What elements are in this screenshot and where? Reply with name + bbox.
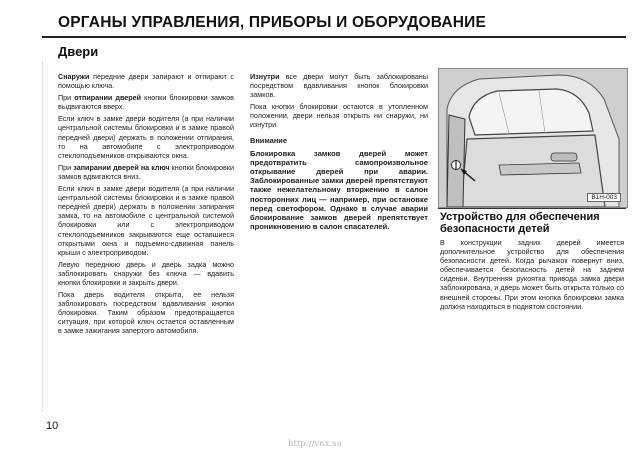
text-column-1 [58,72,234,339]
text-column-3 [440,238,624,314]
watermark: http://vnx.su [288,439,342,449]
text-column-2 [250,72,428,234]
bold-term: отпирании дверей [74,93,142,103]
paragraph-text: кнопки блокировки замков вдвигаются вниз. [58,162,234,181]
warning-text: Блокировка замков дверей может предотвратить самопроизвольное открывание дверей при аварии. Заблокированные замки дверей препятствуют также нежелательному вторжению в салон посторонних лиц — например, при остановке перед светофором. Однако в случае аварии блокирование замков дверей препятствует проникновению в салон спасателей. [250,148,428,232]
paragraph [58,163,234,181]
subsection-rule [438,208,626,209]
warning-heading: Внимание [250,135,287,145]
paragraph: Пока дверь водителя открыта, ее нельзя заблокировать посредством вдавливания кнопки блокировки. Таким образом предотвращается ситуация, при которой ключ остается оставленным в замке зажигания запертого автомобиля. [58,290,234,336]
paragraph [250,72,428,99]
paragraph [58,72,234,90]
paragraph-text: При [58,162,74,172]
paragraph [58,93,234,111]
paragraph: Левую переднюю дверь и дверь задка можно заблокировать снаружи без ключа — вдавить кнопки блокировки и закрыть двери. [58,259,234,287]
paragraph: В конструкции задних дверей имеется дополнительное устройство для обеспечения безопасности детей. Когда рычажок повернут вниз, обеспечивается безопасность детей на заднем сиденьи. Внутренняя рукоятка привода замка двери заблокирована, и дверь может быть открыта только со внешней стороны. При этом кнопка блокировки замка должна находиться в поднятом состоянии. [440,238,624,311]
bold-term: Снаружи [58,72,90,81]
paragraph: Если ключ в замке двери водителя (а при наличии центральной системы блокировки и в замке правой передней двери) держать в положении отпирания, то на автомобиле с электроприводом стеклоподъемников открываются окна. [58,114,234,160]
subsection-title: Устройство для обеспечения безопасности детей [440,211,600,235]
bold-term: Изнутри [250,72,280,81]
paragraph-text: все двери могут быть заблокированы посредством вдавливания кнопок блокировки замков. [250,72,428,100]
figure-label: B1H-003 [587,193,621,202]
rear-door-drawing [439,69,627,207]
chapter-header: ОРГАНЫ УПРАВЛЕНИЯ, ПРИБОРЫ И ОБОРУДОВАНИЕ [58,14,487,31]
bold-term: запирании дверей на ключ [73,162,170,172]
door-illustration [438,68,628,208]
paragraph: Если ключ в замке двери водителя (а при наличии центральной системы блокировки и в замке правой передней двери) держать в положении запирания замка, то на автомобиле с центральной системой блокировки или с электроприводом стеклоподъемников закрываются еще оставшиеся открытыми окна и подъемно-сдвижная панель крыши с электроприводом. [58,184,234,257]
paragraph-text: При [58,93,75,103]
paragraph-text: кнопки блокировки замков выдвигаются вверх. [58,93,234,112]
page-edge-line [42,62,43,412]
section-title: Двери [58,44,99,59]
page-number: 10 [46,420,59,432]
header-rule [42,36,626,38]
paragraph-text: передние двери запирают и отпирают с помощью ключа. [58,72,234,91]
paragraph: Пока кнопки блокировки остаются в утопленном положении, двери нельзя открыть ни снаружи, ни изнутри. [250,102,428,130]
